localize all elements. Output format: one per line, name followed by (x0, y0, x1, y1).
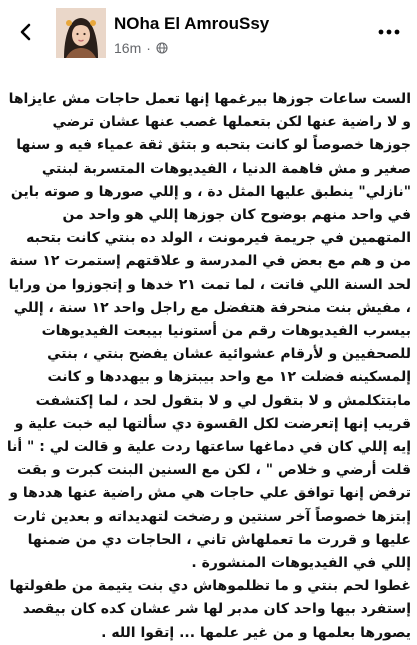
profile-photo (56, 8, 106, 58)
post-meta: 16m · (114, 40, 168, 56)
post-header (0, 0, 417, 86)
globe-icon (156, 42, 168, 54)
post-text (6, 88, 411, 645)
more-options-button[interactable] (375, 22, 403, 42)
back-button[interactable] (12, 18, 40, 46)
post-paragraph: غطوا لحم بنتي و ما تظلموهاش دي بنت يتيمة من طفولتها إستفرد بيها واحد كان مدبر لها شر عشان كده كان بيقصد يصورها بعلمها و من غير علمها ... إتقوا الله . (9, 578, 411, 641)
more-horizontal-icon (378, 29, 400, 35)
post-paragraph: الست ساعات جوزها بيرغمها إنها تعمل حاجات مش عايزاها و لا راضية عنها لكن بتعملها غصب عنها عشان ترضي جوزها خصوصاً لو كانت بتحبه و بتثق ثقة عمياء فيه و سنها صغير و مش فاهمة الدنيا ، الفيديوهات المتسربة لبنتي "نازلي" ينطبق عليها المثل دة ، و إللي صورها و صوته باين في واحد منهم بوضوح كان جوزها إللي هو واحد من المتهمين في جريمة فيرمونت ، الولد ده بنتي كانت بتحبه من و هم مع بعض في المدرسة و علاقتهم إستمرت ١٢ سنة لحد السنة اللي فاتت ، لما تمت ٢١ خدها و إتجوزوا من ورايا ، مفيش بنت منحرفة هتفضل مع راجل واحد ١٢ سنة ، إللي بيسرب الفيديوهات رقم من أستونيا بيبعت الفيديوهات للصحفيين و لأرقام عشوائية عشان يفضح بنتي ، بنتي إلمسكينه فضلت ١٢ مع واحد بيبتزها و بيهددها و كانت مابتتكلمش و لا بتقول لي و لا بتقول لحد ، لما إكتشفت قريب إنها إتعرضت لكل القسوة دي سألتها ليه خبت علية و إيه إللي كان في دماغها ساعتها ردت علية و قالت لي : " أنا قلت أرضي و خلاص " ، لكن مع السنين البنت كبرت و بقت ترفض إنها توافق علي حاجات هي مش راضية عنها هددها و إبتزها خصوصاً آخر سنتين و رضخت لتهديداته و بعدين ثارت عليها و قررت ما تعملهاش تاني ، الحاجات دي من ضمنها إللي في الفيديوهات المنشورة . (6, 91, 411, 572)
author-name[interactable]: NOha El AmrouSsy (114, 14, 270, 33)
post-time[interactable]: 16m (114, 40, 142, 56)
chevron-left-icon (17, 23, 35, 41)
avatar[interactable] (56, 8, 106, 58)
